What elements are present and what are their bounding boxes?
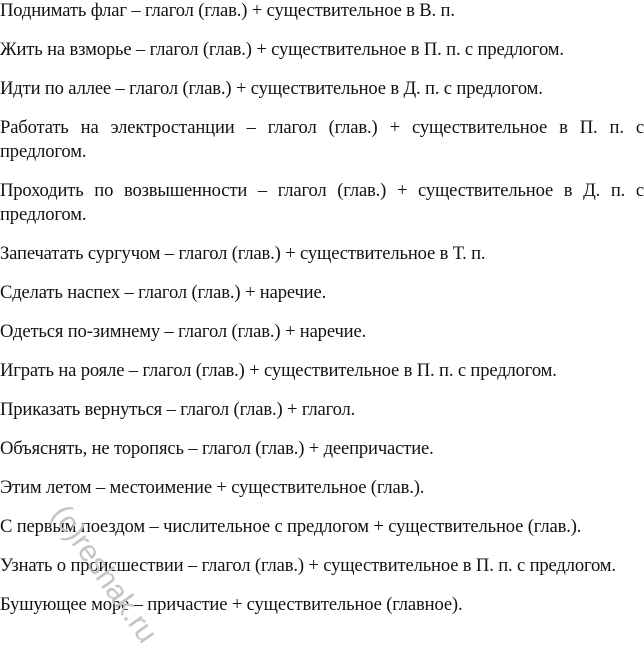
line-2: Жить на взморье – глагол (глав.) + существительное в П. п. с предлогом. [0, 39, 564, 60]
line-11: Объяснять, не торопясь – глагол (глав.) + деепричастие. [0, 438, 434, 459]
line-8: Одеться по-зимнему – глагол (глав.) + наречие. [0, 321, 367, 342]
line-6: Запечатать сургучом – глагол (глав.) + существительное в Т. п. [0, 243, 486, 264]
line-15: Бушующее море – причастие + существительное (главное). [0, 594, 463, 615]
watermark: (c)reshak.ru [44, 499, 164, 650]
line-9: Играть на рояле – глагол (глав.) + существительное в П. п. с предлогом. [0, 360, 557, 381]
line-10: Приказать вернуться – глагол (глав.) + глагол. [0, 399, 356, 420]
line-12: Этим летом – местоимение + существительное (глав.). [0, 477, 425, 498]
line-14: Узнать о происшествии – глагол (глав.) + существительное в П. п. с предлогом. [0, 555, 616, 576]
line-4: Работать на электростанции – глагол (глав.) + существительное в П. п. с предлогом. [0, 117, 644, 162]
line-13: С первым поездом – числительное с предлогом + существительное (глав.). [0, 516, 582, 537]
line-7: Сделать наспех – глагол (глав.) + наречие. [0, 282, 327, 303]
line-3: Идти по аллее – глагол (глав.) + существительное в Д. п. с предлогом. [0, 78, 543, 99]
line-1: Поднимать флаг – глагол (глав.) + существительное в В. п. [0, 0, 455, 21]
line-5: Проходить по возвышенности – глагол (глав.) + существительное в Д. п. с предлогом. [0, 180, 644, 225]
